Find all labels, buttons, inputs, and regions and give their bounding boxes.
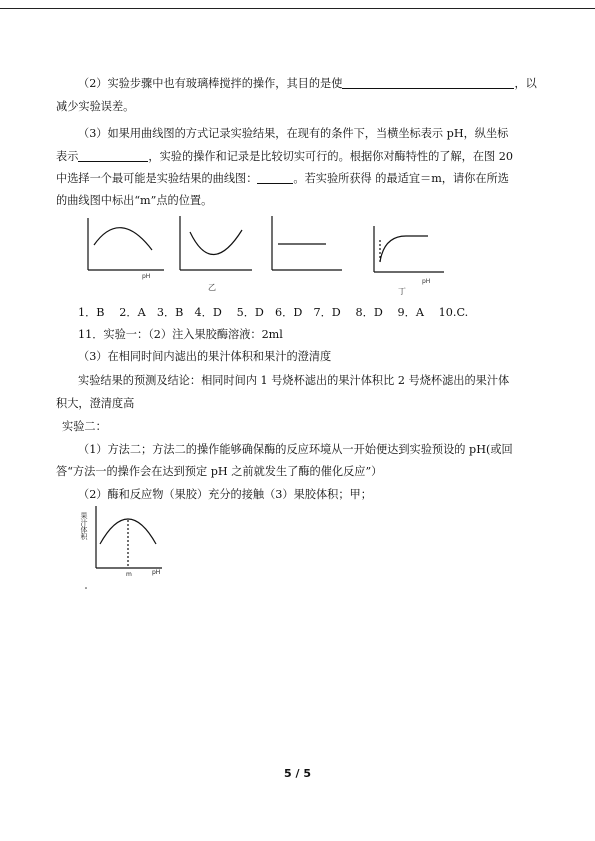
q3-line4: 的曲线图中标出“m”点的位置。 (56, 194, 213, 207)
graph-4-label: 丁 (398, 287, 406, 296)
q3-text-d: 。若实验所获得 的最适宜＝m，请你在所选 (293, 172, 509, 185)
answers-line1: 1．B 2．A 3．B 4．D 5．D 6．D 7．D 8．D 9．A 10.C. (78, 306, 469, 319)
graph-1 (88, 218, 164, 270)
answers-line9: （2）酶和反应物（果胶）充分的接触（3）果胶体积；甲； (78, 488, 372, 501)
q3-line2 (56, 146, 526, 168)
graph-3 (272, 216, 342, 270)
speck (85, 587, 87, 589)
graph-2 (180, 216, 252, 270)
graph-4 (374, 226, 444, 272)
answer-blank[interactable] (342, 75, 514, 89)
answer-graph-mark: m (126, 571, 132, 578)
answer-blank[interactable] (78, 148, 148, 162)
q2-line2: 减少实验误差。 (56, 100, 135, 113)
answer-blank[interactable] (257, 170, 293, 184)
q3-line3 (56, 168, 526, 190)
answer-graph-ylabel: 果汁体积 (80, 512, 88, 540)
q3-line1: （3）如果用曲线图的方式记录实验结果，在现有的条件下，当横坐标表示 pH，纵坐标 (78, 127, 509, 140)
page-number: 5 / 5 (284, 767, 311, 780)
answers-line7: （1）方法二；方法二的操作能够确保酶的反应环境从一开始便达到实验预设的 pH(或回 (78, 443, 513, 456)
q3-text-a: 表示 (56, 150, 79, 163)
graph-2-label: 乙 (208, 283, 216, 292)
header-rule (0, 8, 595, 9)
answers-line6: 实验二： (62, 420, 107, 433)
answers-line4: 实验结果的预测及结论：相同时间内 1 号烧杯滤出的果汁体积比 2 号烧杯滤出的果汁体 (78, 374, 510, 387)
q2-text-b: ，以 (514, 77, 537, 90)
answer-graph-xlabel: pH (152, 569, 161, 576)
q2-line1 (78, 73, 548, 95)
graph-1-xlabel: pH (142, 273, 151, 280)
answer-graph (80, 500, 180, 592)
q3-text-b: ，实验的操作和记录是比较切实可行的。根据你对酶特性的了解，在图 20 (148, 150, 513, 163)
answers-line5: 积大，澄清度高 (56, 397, 135, 410)
answers-line3: （3）在相同时间内滤出的果汁体积和果汁的澄清度 (78, 350, 332, 363)
q2-text-a: （2）实验步骤中也有玻璃棒搅拌的操作，其目的是使 (78, 77, 343, 90)
figure-20-graphs (80, 210, 470, 298)
answers-line2: 11．实验一：（2）注入果胶酶溶液：2ml (78, 328, 283, 341)
graph-4-xlabel: pH (422, 278, 431, 285)
q3-text-c: 中选择一个最可能是实验结果的曲线图： (56, 172, 258, 185)
answers-line8: 答“方法一的操作会在达到预定 pH 之前就发生了酶的催化反应”） (56, 465, 383, 478)
